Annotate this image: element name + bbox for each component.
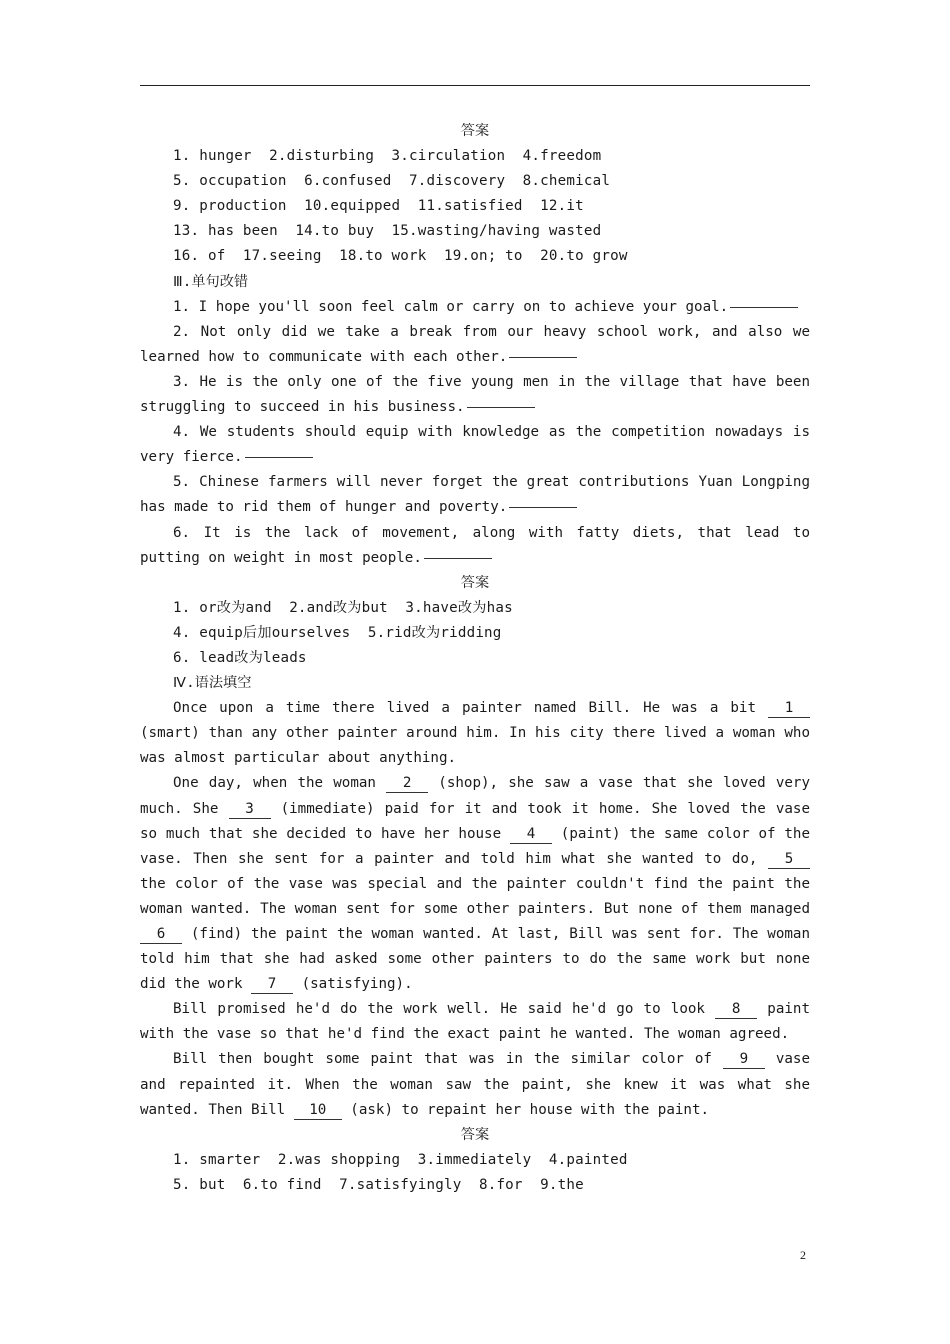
passage-paragraph — [140, 771, 810, 997]
answer-blank[interactable] — [467, 407, 535, 408]
page-number: 2 — [800, 1248, 806, 1262]
gap-blank[interactable]: 3 — [229, 800, 271, 819]
gap-blank[interactable]: 8 — [715, 1000, 757, 1019]
passage-text: Once upon a time there lived a painter named Bill. He was a bit — [173, 700, 768, 717]
gap-blank[interactable]: 4 — [510, 825, 552, 844]
answer-blank[interactable] — [424, 558, 492, 559]
answer-line: 13. has been 14.to buy 15.wasting/having wasted — [173, 223, 602, 240]
passage-text: Bill then bought some paint that was in the similar color of — [173, 1051, 723, 1068]
gap-blank[interactable]: 1 — [768, 699, 810, 718]
answer-blank[interactable] — [245, 457, 313, 458]
passage-text: (ask) to repaint her house with the paint. — [341, 1101, 710, 1118]
answer-heading: 答案 — [460, 1126, 490, 1143]
gap-blank[interactable]: 6 — [140, 925, 182, 944]
question-item — [140, 295, 810, 320]
answer-heading: 答案 — [460, 123, 490, 139]
section-title: Ⅲ.单句改错 — [173, 273, 249, 290]
question-text: 5. Chinese farmers will never forget the great contributions Yuan Longping has made to rid them of hunger and poverty. — [140, 474, 810, 516]
passage-text: (shop), she saw a vase that she loved very much. She — [140, 775, 810, 817]
question-text: 4. We students should equip with knowledge as the competition nowadays is very fierce. — [140, 424, 810, 466]
gap-blank[interactable]: 9 — [723, 1050, 765, 1069]
question-item — [140, 320, 810, 370]
passage-paragraph — [140, 696, 810, 771]
answer-blank[interactable] — [509, 357, 577, 358]
answer-heading: 答案 — [460, 574, 490, 591]
answer-line: 6. lead改为leads — [173, 649, 307, 666]
answer-line: 4. equip后加ourselves 5.rid改为ridding — [173, 624, 502, 641]
passage-text: (satisfying). — [293, 976, 413, 993]
passage-paragraph — [140, 997, 810, 1047]
gap-blank[interactable]: 10 — [294, 1101, 342, 1120]
passage-text: Bill promised he'd do the work well. He said he'd go to look — [173, 1001, 716, 1018]
question-text: 3. He is the only one of the five young men in the village that have been struggling to succeed in his business. — [140, 373, 810, 416]
page-content — [140, 119, 810, 1198]
section-title: Ⅳ.语法填空 — [173, 675, 252, 692]
question-text: 1. I hope you'll soon feel calm or carry on to achieve your goal. — [173, 298, 729, 315]
gap-blank[interactable]: 7 — [251, 975, 293, 994]
passage-paragraph — [140, 1047, 810, 1122]
question-item — [140, 470, 810, 520]
answer-line: 1. smarter 2.was shopping 3.immediately 4.painted — [173, 1151, 628, 1168]
passage-text: (smart) than any other painter around him. In his city there lived a woman who was almost particular about anything. — [140, 725, 810, 767]
answer-line: 1. or改为and 2.and改为but 3.have改为has — [173, 599, 513, 616]
question-item — [140, 521, 810, 571]
answer-blank[interactable] — [509, 507, 577, 508]
passage-text: (paint) the same color of the vase. Then she sent for a painter and told him what she wanted to do, — [140, 825, 810, 867]
header-rule — [140, 85, 810, 86]
answer-blank[interactable] — [730, 307, 798, 308]
passage-text: (find) the paint the woman wanted. At last, Bill was sent for. The woman told him that she had asked some other painters to do the same work but none did the work — [140, 926, 810, 993]
question-text: 6. It is the lack of movement, along with fatty diets, that lead to putting on weight in most people. — [140, 524, 810, 566]
question-text: 2. Not only did we take a break from our heavy school work, and also we learned how to communicate with each other. — [140, 323, 810, 365]
question-item — [140, 370, 810, 420]
passage-text: (immediate) paid for it and took it home. She loved the vase so much that she decided to have her house — [140, 800, 810, 842]
question-item — [140, 420, 810, 470]
answer-line: 1. hunger 2.disturbing 3.circulation 4.freedom — [173, 148, 602, 165]
gap-blank[interactable]: 2 — [386, 774, 428, 793]
answer-line: 9. production 10.equipped 11.satisfied 12.it — [173, 198, 584, 215]
answer-line: 5. but 6.to find 7.satisfyingly 8.for 9.the — [173, 1176, 584, 1193]
answer-line: 16. of 17.seeing 18.to work 19.on; to 20.to grow — [173, 248, 628, 265]
passage-text: paint with the vase so that he'd find the exact paint he wanted. The woman agreed. — [140, 1001, 810, 1043]
passage-text: the color of the vase was special and the painter couldn't find the paint the woman wanted. The woman sent for some other painters. But none of them managed — [140, 875, 810, 917]
passage-text: One day, when the woman — [173, 775, 387, 792]
answer-line: 5. occupation 6.confused 7.discovery 8.chemical — [173, 173, 611, 190]
gap-blank[interactable]: 5 — [768, 850, 810, 869]
passage-text: vase and repainted it. When the woman saw the paint, she knew it was what she wanted. Then Bill — [140, 1051, 810, 1118]
